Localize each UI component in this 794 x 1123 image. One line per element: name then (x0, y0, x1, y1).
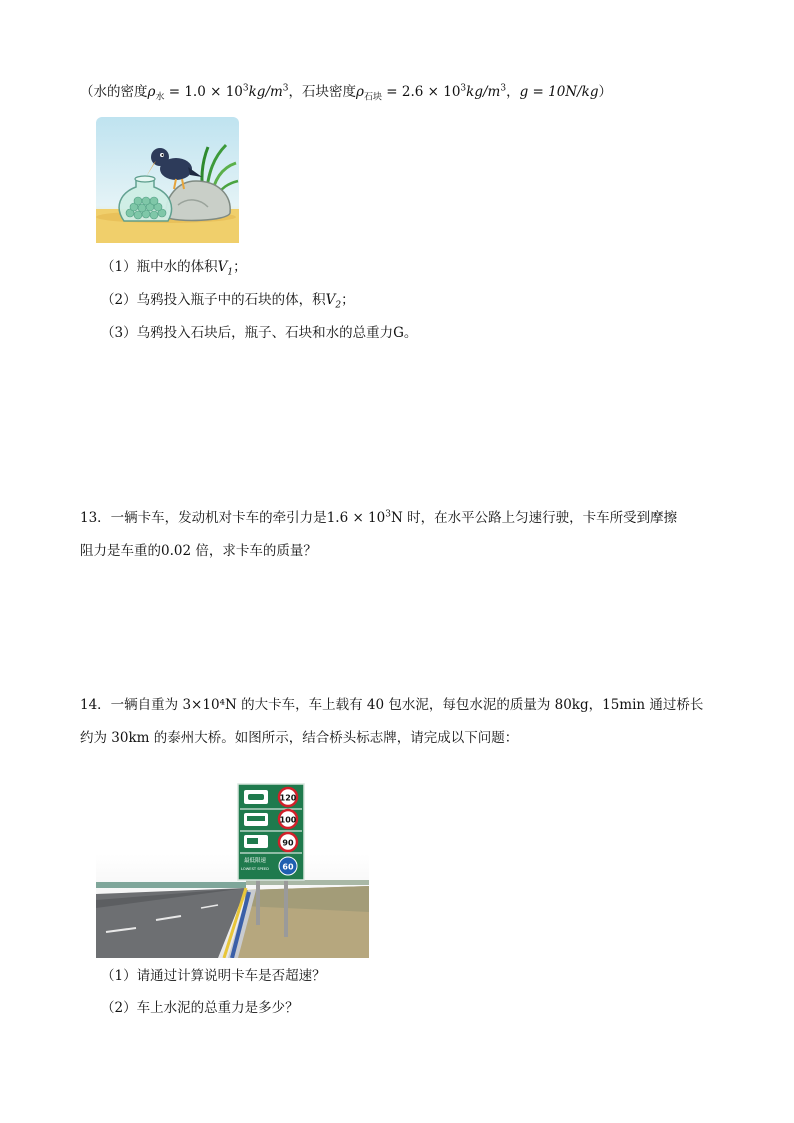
q14-line1: 14．一辆自重为 3×10⁴N 的大卡车，车上载有 40 包水泥，每包水泥的质量为 80kg，15min 通过桥长 (80, 697, 704, 713)
crow-bottle-illustration (96, 117, 239, 243)
given-values-line: （水的密度$\rho_水 = 1.0 \times 10^3kg/m^3$，石块密度$\rho_{石块} = 2.6 \times 10^3kg/m^3$，g = 10N/kg） (80, 83, 612, 103)
q12-sub3: （3）乌鸦投入石块后，瓶子、石块和水的总重力G。 (101, 325, 418, 341)
q14-line2: 约为 30km 的泰州大桥。如图所示，结合桥头标志牌，请完成以下问题： (80, 730, 519, 746)
q12-sub2: （2）乌鸦投入瓶子中的石块的体，积$V_2$； (101, 292, 355, 311)
crow-bottle-svg (96, 117, 239, 243)
q14-sub1: （1）请通过计算说明卡车是否超速？ (101, 968, 326, 984)
q13-line2: 阻力是车重的0.02 倍，求卡车的质量？ (80, 543, 317, 559)
highway-photo-svg (96, 782, 369, 958)
speed-limit-bus: 100 (279, 815, 297, 825)
q12-sub1: （1）瓶中水的体积$V_1$； (101, 259, 247, 278)
q14-sub2: （2）车上水泥的总重力是多少？ (101, 1000, 299, 1016)
speed-limit-car: 120 (279, 793, 297, 803)
highway-speed-sign-photo (96, 782, 369, 958)
min-speed-label: 最低限速 (243, 858, 267, 864)
min-speed-value: 60 (282, 862, 294, 872)
min-speed-label-en: LOWEST SPEED (241, 867, 269, 871)
speed-limit-truck: 90 (282, 838, 294, 848)
q13-line1: 13．一辆卡车，发动机对卡车的牵引力是$1.6 \times 10^3N$ 时，在水平公路上匀速行驶，卡车所受到摩擦 (80, 509, 678, 526)
